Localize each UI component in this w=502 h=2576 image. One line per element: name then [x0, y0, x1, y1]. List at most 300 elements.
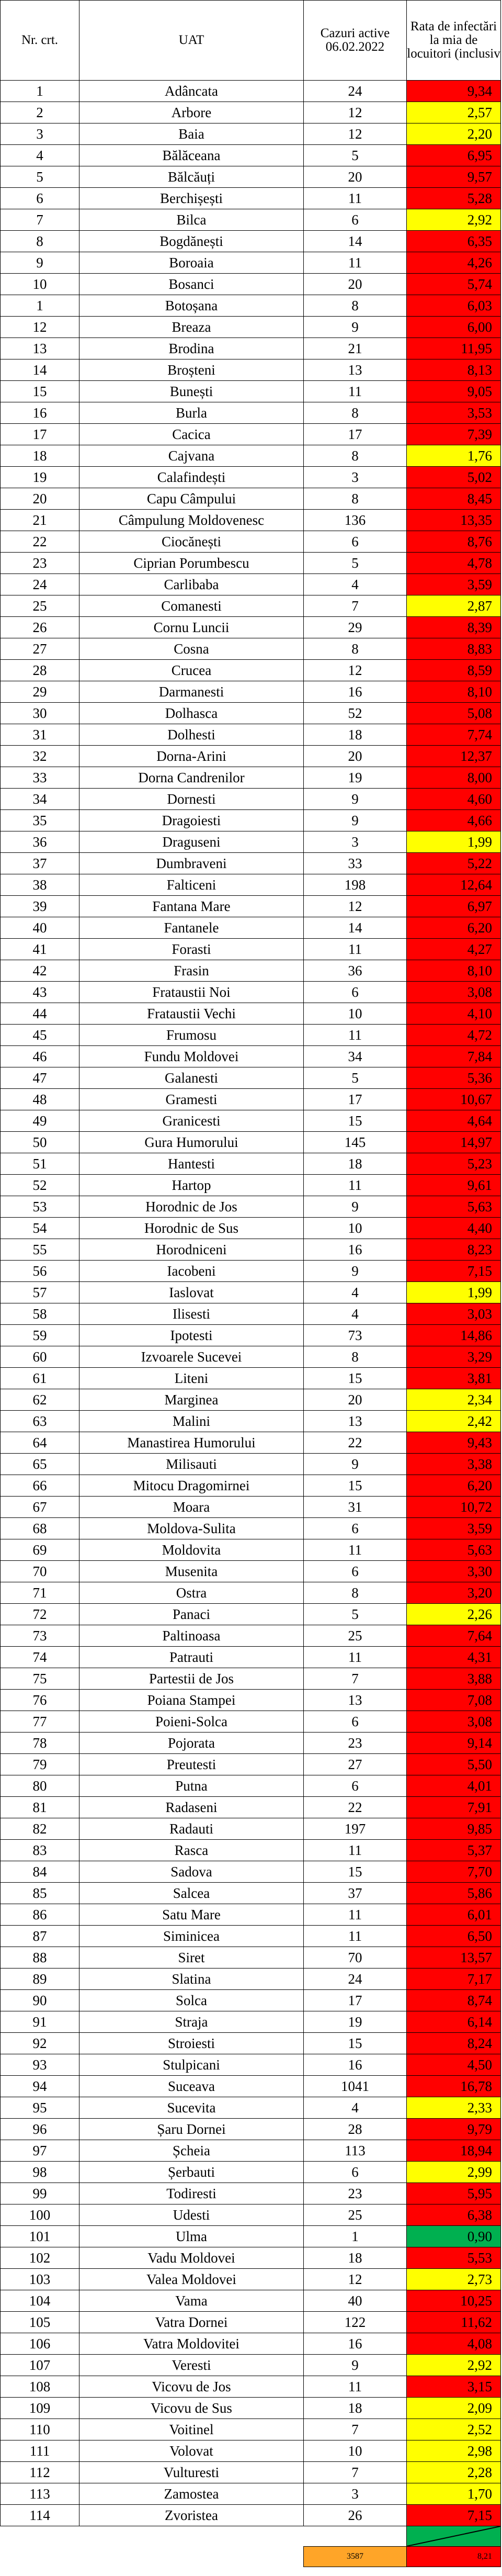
row-uat: Sadova [79, 1861, 304, 1883]
row-infection-rate: 10,67 [407, 1089, 501, 1110]
row-active-cases: 22 [304, 1797, 407, 1818]
row-uat: Horodniceni [79, 1239, 304, 1261]
row-infection-rate: 2,99 [407, 2162, 501, 2183]
row-uat: Cornu Luncii [79, 617, 304, 638]
row-uat: Hantesti [79, 1153, 304, 1175]
table-row [1, 1818, 501, 1840]
row-nr: 51 [1, 1153, 79, 1175]
row-infection-rate: 6,20 [407, 917, 501, 939]
row-infection-rate: 7,91 [407, 1797, 501, 1818]
row-nr: 77 [1, 1711, 79, 1733]
row-uat: Câmpulung Moldovenesc [79, 510, 304, 531]
row-infection-rate: 7,17 [407, 1968, 501, 1990]
row-uat: Granicesti [79, 1110, 304, 1132]
row-infection-rate: 4,64 [407, 1110, 501, 1132]
row-nr: 82 [1, 1818, 79, 1840]
spacer-row [1, 2526, 501, 2547]
row-uat: Rasca [79, 1840, 304, 1861]
row-infection-rate: 2,52 [407, 2419, 501, 2440]
row-infection-rate: 9,85 [407, 1818, 501, 1840]
table-row [1, 209, 501, 231]
table-row [1, 789, 501, 810]
row-active-cases: 25 [304, 2204, 407, 2226]
table-row [1, 188, 501, 209]
row-active-cases: 1 [304, 2226, 407, 2247]
row-active-cases: 15 [304, 1475, 407, 1497]
table-row [1, 1797, 501, 1818]
row-active-cases: 5 [304, 553, 407, 574]
row-infection-rate: 8,59 [407, 660, 501, 681]
row-infection-rate: 8,23 [407, 1239, 501, 1261]
row-uat: Solca [79, 1990, 304, 2011]
row-infection-rate: 1,99 [407, 831, 501, 853]
table-row [1, 1475, 501, 1497]
row-infection-rate: 3,81 [407, 1368, 501, 1389]
table-row [1, 1647, 501, 1668]
row-uat: Falticeni [79, 874, 304, 896]
row-nr: 44 [1, 1003, 79, 1025]
row-infection-rate: 13,35 [407, 510, 501, 531]
table-row [1, 467, 501, 488]
row-infection-rate: 0,90 [407, 2226, 501, 2247]
table-row [1, 1454, 501, 1475]
row-active-cases: 9 [304, 1196, 407, 1218]
table-row [1, 2355, 501, 2376]
table-row [1, 831, 501, 853]
table-row [1, 338, 501, 359]
row-infection-rate: 8,24 [407, 2033, 501, 2054]
table-row [1, 1003, 501, 1025]
row-uat: Gura Humorului [79, 1132, 304, 1153]
row-nr: 97 [1, 2140, 79, 2162]
row-uat: Dolhesti [79, 724, 304, 746]
row-nr: 54 [1, 1218, 79, 1239]
row-nr: 21 [1, 510, 79, 531]
row-nr: 28 [1, 660, 79, 681]
row-uat: Dorna-Arini [79, 746, 304, 767]
header-nr-crt: Nr. crt. [1, 1, 79, 81]
row-nr: 6 [1, 188, 79, 209]
row-active-cases: 12 [304, 660, 407, 681]
row-uat: Paltinoasa [79, 1625, 304, 1647]
row-active-cases: 19 [304, 767, 407, 789]
row-infection-rate: 5,02 [407, 467, 501, 488]
row-active-cases: 13 [304, 1690, 407, 1711]
row-active-cases: 33 [304, 853, 407, 874]
row-nr: 37 [1, 853, 79, 874]
row-nr: 101 [1, 2226, 79, 2247]
row-nr: 4 [1, 145, 79, 166]
row-nr: 52 [1, 1175, 79, 1196]
row-active-cases: 6 [304, 2162, 407, 2183]
table-row [1, 896, 501, 917]
row-infection-rate: 8,39 [407, 617, 501, 638]
row-uat: Stroiesti [79, 2033, 304, 2054]
row-active-cases: 9 [304, 317, 407, 338]
row-nr: 73 [1, 1625, 79, 1647]
table-row [1, 1754, 501, 1775]
table-row [1, 1990, 501, 2011]
table-row [1, 681, 501, 703]
row-uat: Dragoiesti [79, 810, 304, 831]
row-nr: 39 [1, 896, 79, 917]
row-infection-rate: 6,95 [407, 145, 501, 166]
row-uat: Marginea [79, 1389, 304, 1411]
row-nr: 32 [1, 746, 79, 767]
row-infection-rate: 1,99 [407, 1282, 501, 1303]
row-active-cases: 36 [304, 960, 407, 982]
row-uat: Volovat [79, 2440, 304, 2462]
table-row [1, 1775, 501, 1797]
row-nr: 111 [1, 2440, 79, 2462]
table-row [1, 531, 501, 553]
row-infection-rate: 4,10 [407, 1003, 501, 1025]
row-active-cases: 16 [304, 681, 407, 703]
row-active-cases: 16 [304, 1239, 407, 1261]
row-infection-rate: 3,20 [407, 1582, 501, 1604]
row-infection-rate: 5,36 [407, 1067, 501, 1089]
row-active-cases: 18 [304, 1153, 407, 1175]
row-uat: Radaseni [79, 1797, 304, 1818]
row-nr: 83 [1, 1840, 79, 1861]
table-row [1, 1625, 501, 1647]
row-nr: 110 [1, 2419, 79, 2440]
row-active-cases: 12 [304, 896, 407, 917]
row-infection-rate: 4,27 [407, 939, 501, 960]
row-active-cases: 6 [304, 1518, 407, 1539]
row-nr: 69 [1, 1539, 79, 1561]
row-nr: 47 [1, 1067, 79, 1089]
row-uat: Moldovita [79, 1539, 304, 1561]
row-uat: Ciprian Porumbescu [79, 553, 304, 574]
row-infection-rate: 3,59 [407, 574, 501, 595]
row-active-cases: 18 [304, 2247, 407, 2269]
row-infection-rate: 10,72 [407, 1497, 501, 1518]
row-uat: Ilisesti [79, 1303, 304, 1325]
row-nr: 58 [1, 1303, 79, 1325]
row-nr: 23 [1, 553, 79, 574]
table-row [1, 2076, 501, 2097]
row-uat: Musenita [79, 1561, 304, 1582]
row-active-cases: 20 [304, 1389, 407, 1411]
row-uat: Vicovu de Jos [79, 2376, 304, 2398]
row-nr: 106 [1, 2333, 79, 2355]
row-uat: Pojorata [79, 1733, 304, 1754]
row-uat: Comanesti [79, 595, 304, 617]
row-uat: Partestii de Jos [79, 1668, 304, 1690]
table-row [1, 853, 501, 874]
row-nr: 94 [1, 2076, 79, 2097]
row-infection-rate: 7,39 [407, 424, 501, 445]
row-uat: Vatra Moldovitei [79, 2333, 304, 2355]
row-nr: 41 [1, 939, 79, 960]
table-row [1, 145, 501, 166]
row-infection-rate: 2,92 [407, 2355, 501, 2376]
row-active-cases: 23 [304, 2183, 407, 2204]
row-uat: Calafindești [79, 467, 304, 488]
table-row [1, 102, 501, 123]
row-active-cases: 24 [304, 1968, 407, 1990]
row-infection-rate: 9,79 [407, 2119, 501, 2140]
table-row [1, 1711, 501, 1733]
row-infection-rate: 7,08 [407, 1690, 501, 1711]
row-uat: Horodnic de Jos [79, 1196, 304, 1218]
row-nr: 14 [1, 359, 79, 381]
table-row [1, 231, 501, 252]
table-body [1, 81, 501, 2526]
row-infection-rate: 9,57 [407, 166, 501, 188]
row-nr: 74 [1, 1647, 79, 1668]
row-active-cases: 29 [304, 617, 407, 638]
row-uat: Veresti [79, 2355, 304, 2376]
row-active-cases: 6 [304, 209, 407, 231]
row-uat: Fantanele [79, 917, 304, 939]
row-active-cases: 20 [304, 746, 407, 767]
table-row [1, 1861, 501, 1883]
row-uat: Vatra Dornei [79, 2312, 304, 2333]
row-nr: 66 [1, 1475, 79, 1497]
row-active-cases: 31 [304, 1497, 407, 1518]
row-nr: 76 [1, 1690, 79, 1711]
row-infection-rate: 3,59 [407, 1518, 501, 1539]
row-nr: 26 [1, 617, 79, 638]
row-uat: Forasti [79, 939, 304, 960]
row-active-cases: 13 [304, 359, 407, 381]
row-uat: Dolhasca [79, 703, 304, 724]
row-uat: Botoșana [79, 295, 304, 317]
table-row [1, 2398, 501, 2419]
row-active-cases: 27 [304, 1754, 407, 1775]
table-row [1, 1947, 501, 1968]
table-row [1, 703, 501, 724]
row-infection-rate: 16,78 [407, 2076, 501, 2097]
row-infection-rate: 4,72 [407, 1025, 501, 1046]
table-row [1, 2204, 501, 2226]
row-infection-rate: 6,14 [407, 2011, 501, 2033]
row-infection-rate: 2,73 [407, 2269, 501, 2290]
row-uat: Salcea [79, 1883, 304, 1904]
table-row [1, 638, 501, 660]
row-nr: 13 [1, 338, 79, 359]
row-nr: 36 [1, 831, 79, 853]
row-active-cases: 3 [304, 467, 407, 488]
row-infection-rate: 2,42 [407, 1411, 501, 1432]
table-row [1, 381, 501, 402]
row-infection-rate: 9,34 [407, 81, 501, 102]
row-nr: 109 [1, 2398, 79, 2419]
row-infection-rate: 13,57 [407, 1947, 501, 1968]
table-row [1, 1968, 501, 1990]
table-row [1, 317, 501, 338]
row-uat: Boroaia [79, 252, 304, 274]
row-infection-rate: 2,33 [407, 2097, 501, 2119]
row-active-cases: 198 [304, 874, 407, 896]
row-active-cases: 11 [304, 939, 407, 960]
row-infection-rate: 2,87 [407, 595, 501, 617]
row-uat: Șerbauti [79, 2162, 304, 2183]
row-uat: Cacica [79, 424, 304, 445]
row-uat: Bogdănești [79, 231, 304, 252]
row-infection-rate: 4,66 [407, 810, 501, 831]
row-infection-rate: 8,83 [407, 638, 501, 660]
row-uat: Voitinel [79, 2419, 304, 2440]
row-nr: 93 [1, 2054, 79, 2076]
row-uat: Gramesti [79, 1089, 304, 1110]
row-active-cases: 4 [304, 1303, 407, 1325]
row-uat: Berchișești [79, 188, 304, 209]
row-uat: Preutesti [79, 1754, 304, 1775]
row-nr: 57 [1, 1282, 79, 1303]
row-infection-rate: 12,64 [407, 874, 501, 896]
row-nr: 16 [1, 402, 79, 424]
row-active-cases: 26 [304, 2505, 407, 2526]
row-infection-rate: 3,88 [407, 1668, 501, 1690]
row-active-cases: 7 [304, 1668, 407, 1690]
table-row [1, 574, 501, 595]
row-uat: Dorna Candrenilor [79, 767, 304, 789]
table-row [1, 1926, 501, 1947]
row-infection-rate: 11,95 [407, 338, 501, 359]
row-nr: 43 [1, 982, 79, 1003]
row-nr: 60 [1, 1346, 79, 1368]
table-row [1, 939, 501, 960]
row-uat: Mitocu Dragomirnei [79, 1475, 304, 1497]
row-infection-rate: 5,63 [407, 1539, 501, 1561]
row-nr: 70 [1, 1561, 79, 1582]
row-nr: 72 [1, 1604, 79, 1625]
row-infection-rate: 6,00 [407, 317, 501, 338]
row-nr: 85 [1, 1883, 79, 1904]
table-row [1, 1604, 501, 1625]
row-infection-rate: 4,78 [407, 553, 501, 574]
row-nr: 8 [1, 231, 79, 252]
row-nr: 104 [1, 2290, 79, 2312]
table-row [1, 1411, 501, 1432]
row-infection-rate: 2,28 [407, 2462, 501, 2483]
row-active-cases: 11 [304, 1175, 407, 1196]
table-row [1, 2054, 501, 2076]
table-row [1, 2312, 501, 2333]
row-uat: Vama [79, 2290, 304, 2312]
row-infection-rate: 8,10 [407, 681, 501, 703]
row-active-cases: 3 [304, 831, 407, 853]
row-nr: 3 [1, 123, 79, 145]
table-row [1, 1046, 501, 1067]
row-infection-rate: 8,74 [407, 1990, 501, 2011]
row-nr: 25 [1, 595, 79, 617]
row-nr: 112 [1, 2462, 79, 2483]
table-row [1, 274, 501, 295]
row-active-cases: 12 [304, 2269, 407, 2290]
row-active-cases: 4 [304, 2097, 407, 2119]
row-uat: Iacobeni [79, 1261, 304, 1282]
row-infection-rate: 6,97 [407, 896, 501, 917]
row-uat: Bălăceana [79, 145, 304, 166]
row-active-cases: 7 [304, 595, 407, 617]
row-nr: 88 [1, 1947, 79, 1968]
table-row [1, 1282, 501, 1303]
row-active-cases: 136 [304, 510, 407, 531]
row-infection-rate: 9,43 [407, 1432, 501, 1454]
row-uat: Arbore [79, 102, 304, 123]
table-row [1, 2440, 501, 2462]
table-row [1, 617, 501, 638]
table-row [1, 2376, 501, 2398]
row-active-cases: 21 [304, 338, 407, 359]
row-uat: Panaci [79, 1604, 304, 1625]
row-uat: Moara [79, 1497, 304, 1518]
table-row [1, 1840, 501, 1861]
table-row [1, 2462, 501, 2483]
row-uat: Ostra [79, 1582, 304, 1604]
row-active-cases: 24 [304, 81, 407, 102]
row-infection-rate: 5,53 [407, 2247, 501, 2269]
row-nr: 103 [1, 2269, 79, 2290]
row-nr: 113 [1, 2483, 79, 2505]
row-nr: 87 [1, 1926, 79, 1947]
table-row [1, 1518, 501, 1539]
row-active-cases: 12 [304, 102, 407, 123]
row-uat: Slatina [79, 1968, 304, 1990]
row-active-cases: 6 [304, 982, 407, 1003]
table-row [1, 1883, 501, 1904]
table-row [1, 1175, 501, 1196]
row-active-cases: 16 [304, 2054, 407, 2076]
row-active-cases: 73 [304, 1325, 407, 1346]
row-infection-rate: 5,95 [407, 2183, 501, 2204]
row-active-cases: 14 [304, 231, 407, 252]
row-active-cases: 15 [304, 2033, 407, 2054]
row-nr: 62 [1, 1389, 79, 1411]
row-uat: Frumosu [79, 1025, 304, 1046]
row-uat: Baia [79, 123, 304, 145]
row-nr: 86 [1, 1904, 79, 1926]
row-nr: 7 [1, 209, 79, 231]
row-uat: Radauti [79, 1818, 304, 1840]
row-uat: Siminicea [79, 1926, 304, 1947]
row-active-cases: 11 [304, 1904, 407, 1926]
row-infection-rate: 8,76 [407, 531, 501, 553]
row-infection-rate: 7,15 [407, 2505, 501, 2526]
table-row [1, 2033, 501, 2054]
row-uat: Liteni [79, 1368, 304, 1389]
table-row [1, 917, 501, 939]
row-uat: Burla [79, 402, 304, 424]
row-active-cases: 11 [304, 381, 407, 402]
row-active-cases: 113 [304, 2140, 407, 2162]
row-uat: Dornesti [79, 789, 304, 810]
row-uat: Sucevita [79, 2097, 304, 2119]
row-active-cases: 20 [304, 274, 407, 295]
row-nr: 27 [1, 638, 79, 660]
row-nr: 50 [1, 1132, 79, 1153]
row-nr: 48 [1, 1089, 79, 1110]
row-active-cases: 40 [304, 2290, 407, 2312]
row-uat: Capu Câmpului [79, 488, 304, 510]
row-infection-rate: 5,63 [407, 1196, 501, 1218]
table-row [1, 1325, 501, 1346]
table-row [1, 1303, 501, 1325]
row-uat: Brodina [79, 338, 304, 359]
row-active-cases: 16 [304, 2333, 407, 2355]
row-nr: 24 [1, 574, 79, 595]
row-infection-rate: 9,05 [407, 381, 501, 402]
row-nr: 100 [1, 2204, 79, 2226]
row-uat: Vadu Moldovei [79, 2247, 304, 2269]
row-active-cases: 25 [304, 1625, 407, 1647]
row-nr: 18 [1, 445, 79, 467]
row-uat: Valea Moldovei [79, 2269, 304, 2290]
